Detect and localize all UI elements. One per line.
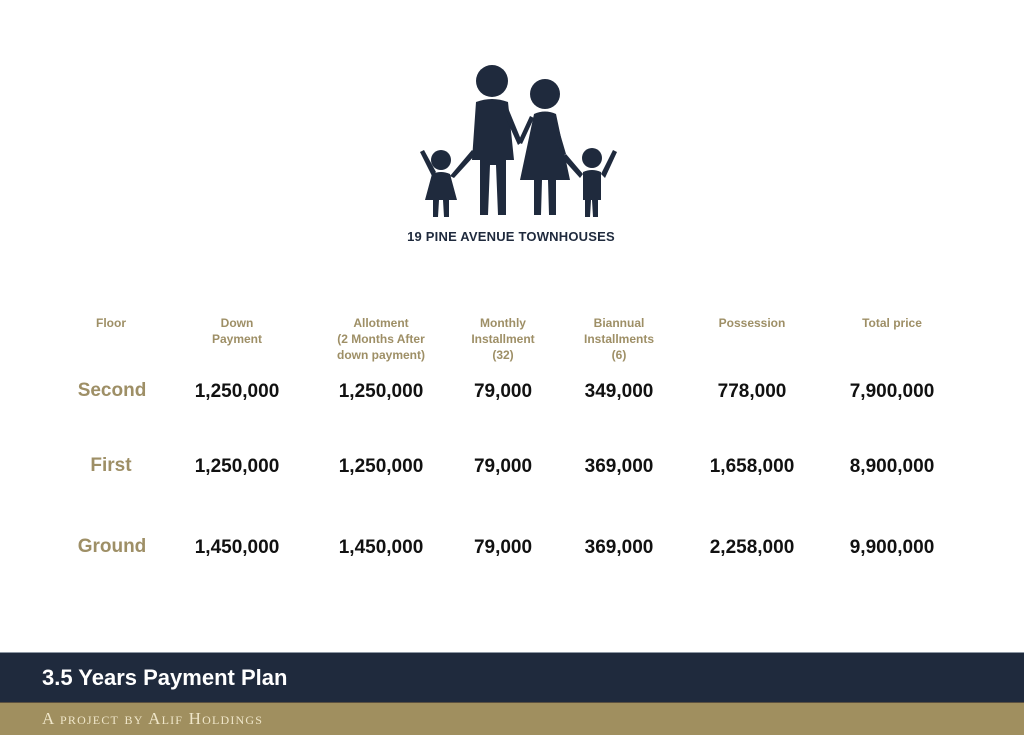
floor-label: Ground xyxy=(77,536,147,557)
project-name: 19 PINE AVENUE TOWNHOUSES xyxy=(407,229,615,244)
header-total-price: Total price xyxy=(862,316,922,330)
plan-title: 3.5 Years Payment Plan xyxy=(42,665,288,690)
developer-banner xyxy=(0,702,1024,735)
total-price-value: 9,900,000 xyxy=(849,537,935,558)
down-payment-value: 1,250,000 xyxy=(194,381,280,402)
allotment-value: 1,450,000 xyxy=(338,537,424,558)
header-allotment: Allotment (2 Months After down payment) xyxy=(336,316,426,362)
monthly-value: 79,000 xyxy=(473,456,533,477)
floor-label: Second xyxy=(77,380,147,401)
down-payment-value: 1,250,000 xyxy=(194,456,280,477)
monthly-value: 79,000 xyxy=(473,537,533,558)
plan-title-banner xyxy=(0,652,1024,703)
floor-label: First xyxy=(90,455,132,476)
down-payment-value: 1,450,000 xyxy=(194,537,280,558)
allotment-value: 1,250,000 xyxy=(338,456,424,477)
possession-value: 2,258,000 xyxy=(709,537,795,558)
biannual-value: 369,000 xyxy=(584,537,654,558)
total-price-value: 8,900,000 xyxy=(849,456,935,477)
header-monthly-installment: Monthly Installment (32) xyxy=(471,316,535,362)
header-floor: Floor xyxy=(96,316,126,330)
developer-credit: A project by Alif Holdings xyxy=(42,709,264,728)
possession-value: 1,658,000 xyxy=(709,456,795,477)
biannual-value: 369,000 xyxy=(584,456,654,477)
header-biannual-installments: Biannual Installments (6) xyxy=(583,316,655,362)
biannual-value: 349,000 xyxy=(584,381,654,402)
header-down-payment: Down Payment xyxy=(211,316,263,346)
header-possession: Possession xyxy=(718,316,786,330)
total-price-value: 7,900,000 xyxy=(849,381,935,402)
allotment-value: 1,250,000 xyxy=(338,381,424,402)
monthly-value: 79,000 xyxy=(473,381,533,402)
possession-value: 778,000 xyxy=(717,381,787,402)
family-icon xyxy=(410,60,630,220)
